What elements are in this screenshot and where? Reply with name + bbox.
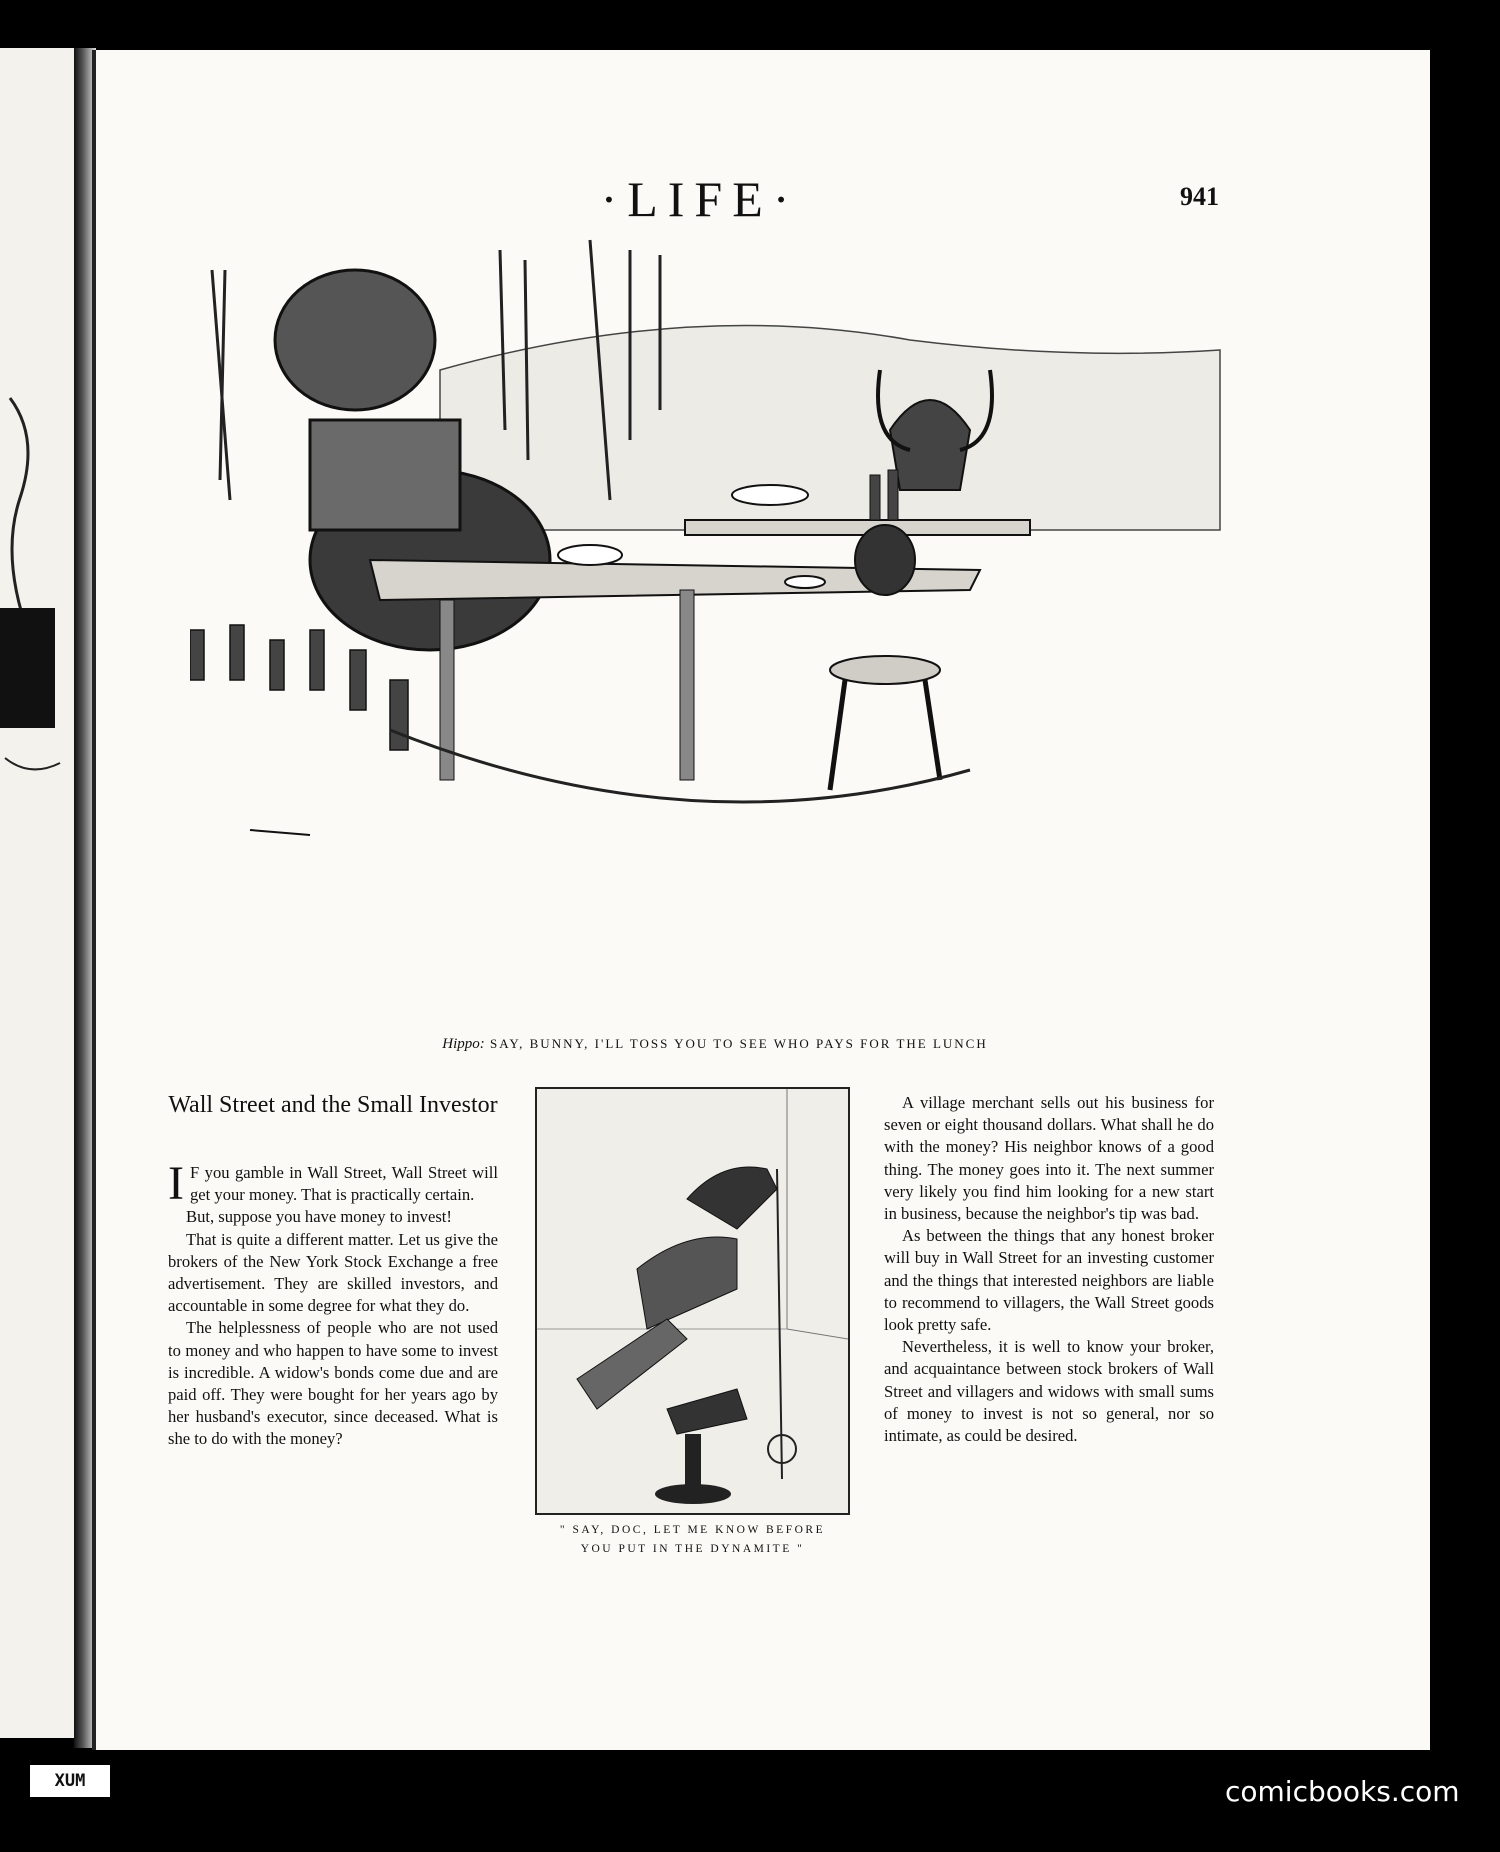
paragraph-text: F you gamble in Wall Street, Wall Street will get your money. That is practically certain.: [189, 1163, 498, 1205]
left-page-edge: [0, 48, 83, 1738]
article-column-1: [168, 1157, 498, 1451]
watermark: comicbooks.com: [1225, 1775, 1460, 1808]
dentist-drawing: [537, 1089, 848, 1513]
paragraph: Nevertheless, it is well to know your broker, and acquaintance between stock brokers of Wall Street and villagers and widows with small sums of money to invest is not so general, nor so intimate, as could be desired.: [884, 1337, 1214, 1446]
masthead-title: ·LIFE·: [600, 171, 800, 227]
paragraph: That is quite a different matter. Let us give the brokers of the New York Stock Exchange a free advertisement. They are skilled investors, and accountable in some degree for what they do.: [168, 1229, 498, 1316]
paragraph: The helplessness of people who are not used to money and who happen to have some to invest is incredible. A widow's bonds come due and are paid off. They were bought for her years ago by her husband's executor, since deceased. What is she to do with the money?: [168, 1318, 498, 1449]
paragraph: But, suppose you have money to invest!: [186, 1207, 452, 1227]
caption-line: YOU PUT IN THE DYNAMITE ": [580, 1543, 805, 1555]
dentist-illustration: [535, 1087, 850, 1515]
caption-speaker: Hippo:: [442, 1036, 485, 1052]
left-page-illustration-fragment: [0, 378, 70, 798]
cartoon-caption: [200, 1036, 1230, 1053]
page-number: 941: [1180, 182, 1219, 211]
hippo-bunny-cartoon: [190, 230, 1240, 1020]
caption-line: " SAY, DOC, LET ME KNOW BEFORE: [559, 1524, 826, 1536]
scan-tag: XUM: [30, 1765, 110, 1797]
dentist-caption: [530, 1521, 855, 1559]
article-title: Wall Street and the Small Investor: [168, 1092, 498, 1118]
caption-text: SAY, BUNNY, I'LL TOSS YOU TO SEE WHO PAYS FOR THE LUNCH: [490, 1036, 988, 1051]
paragraph: [168, 1157, 498, 1210]
paragraph: A village merchant sells out his business for seven or eight thousand dollars. What shall he do with the money? His neighbor knows of a good thing. The money goes into it. The next summer very likely you find him looking for a new start in business, because the neighbor's tip was bad.: [884, 1093, 1214, 1224]
drop-cap: I: [168, 1157, 184, 1210]
paragraph: As between the things that any honest broker will buy in Wall Street for an investing customer and the things that interested neighbors are liable to recommend to villagers, the Wall Street goods look pretty safe.: [884, 1226, 1214, 1335]
article-column-3: [884, 1092, 1214, 1447]
